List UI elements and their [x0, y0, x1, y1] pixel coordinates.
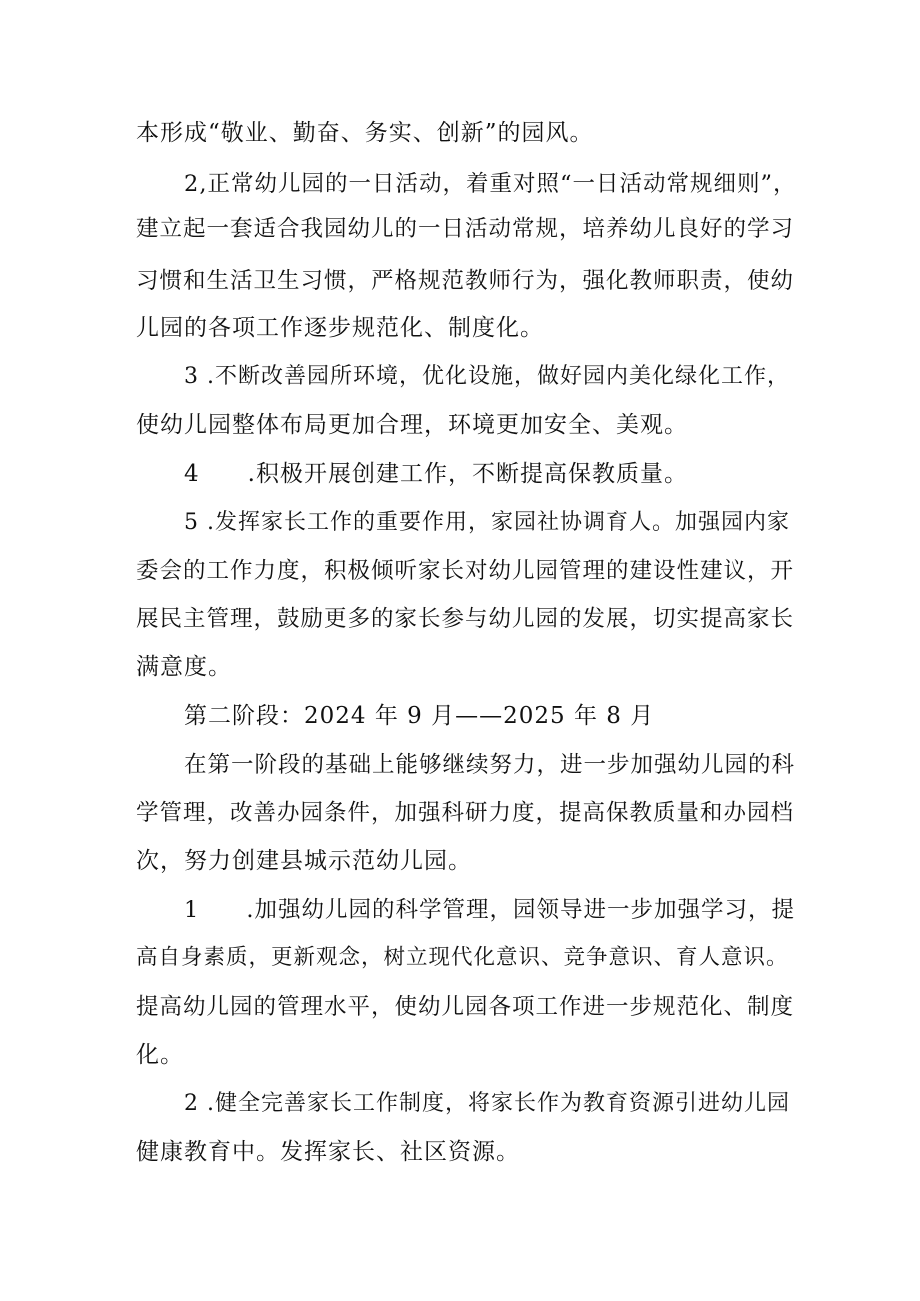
text-line: 展民主管理，鼓励更多的家长参与幼儿园的发展，切实提高家长 — [136, 606, 795, 632]
text-line: 委会的工作力度，积极倾听家长对幼儿园管理的建设性建议，开 — [136, 558, 795, 584]
text-line: 2,正常幼儿园的一日活动，着重对照“一日活动常规细则”， — [184, 171, 797, 197]
text-line: 3 .不断改善园所环境，优化设施，做好园内美化绿化工作， — [184, 364, 790, 389]
section-heading: 第二阶段：2024 年 9 月——2025 年 8 月 — [184, 703, 655, 729]
text-line: 2 .健全完善家长工作制度，将家长作为教育资源引进幼儿园 — [184, 1091, 790, 1116]
text-line: 学管理，改善办园条件，加强科研力度，提高保教质量和办园档 — [136, 800, 795, 826]
text-line: 建立起一套适合我园幼儿的一日活动常规，培养幼儿良好的学习 — [136, 216, 795, 242]
text-line: 1 .加强幼儿园的科学管理，园领导进一步加强学习，提 — [184, 897, 795, 923]
text-line: 使幼儿园整体布局更加合理，环境更加安全、美观。 — [136, 412, 688, 438]
text-line: 习惯和生活卫生习惯，严格规范教师行为，强化教师职责，使幼 — [136, 268, 795, 294]
text-line: 5 .发挥家长工作的重要作用，家园社协调育人。加强园内家 — [184, 510, 790, 535]
text-line: 在第一阶段的基础上能够继续努力，进一步加强幼儿园的科 — [184, 752, 796, 778]
text-line: 本形成“敬业、勤奋、务实、创新”的园风。 — [136, 120, 594, 146]
text-line: 次，努力创建县城示范幼儿园。 — [136, 848, 472, 874]
text-line: 化。 — [136, 1042, 184, 1068]
text-line: 儿园的各项工作逐步规范化、制度化。 — [136, 315, 544, 341]
text-line: 满意度。 — [136, 654, 232, 680]
text-line: 高自身素质，更新观念，树立现代化意识、竞争意识、育人意识。 — [136, 945, 789, 970]
text-line: 4 .积极开展创建工作，不断提高保教质量。 — [184, 461, 688, 487]
text-line: 提高幼儿园的管理水平，使幼儿园各项工作进一步规范化、制度 — [136, 994, 795, 1020]
text-line: 健康教育中。发挥家长、社区资源。 — [136, 1139, 520, 1165]
